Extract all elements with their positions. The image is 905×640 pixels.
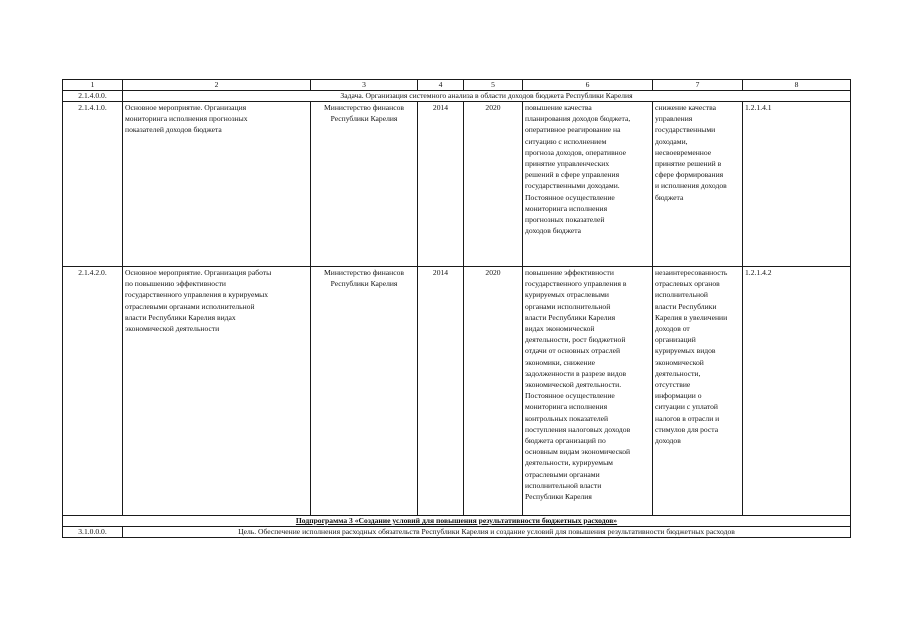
col-header-2: 2 [123,80,311,91]
measure-consequences: снижение качества управления государственными доходами, несвоевременное принятие решений в сфере формирования и исполнения доходов бюджета [653,102,743,267]
col-header-5: 5 [464,80,523,91]
col-header-3: 3 [311,80,418,91]
measure-name: Основное мероприятие. Организация мониторинга исполнения прогнозных показателей доходов бюджета [123,102,311,267]
table-row [63,102,851,267]
task-row [63,91,851,102]
measure-code: 2.1.4.2.0. [63,267,123,516]
subprogram-row [63,516,851,527]
task-code: 2.1.4.0.0. [63,91,123,102]
col-header-7: 7 [653,80,743,91]
col-header-1: 1 [63,80,123,91]
measure-indicator: 1.2.1.4.1 [743,102,851,267]
col-header-6: 6 [523,80,653,91]
goal-code: 3.1.0.0.0. [63,527,123,538]
measure-code: 2.1.4.1.0. [63,102,123,267]
measure-expected-result: повышение эффективности государственного управления в курируемых отраслевыми органами исполнительной власти Республики Карелия видах экономической деятельности, рост бюджетной отдачи от основных отраслей экономики, снижение задолженности в разрезе видов экономической деятельности. Постоянное осуществление мониторинга исполнения контрольных показателей поступления налоговых доходов бюджета организаций по основным видам экономической деятельности, курируемым отраслевыми органами исполнительной власти Республики Карелия [523,267,653,516]
subprogram-title: Подпрограмма 3 «Создание условий для повышения результативности бюджетных расходов» [63,516,851,527]
column-number-row [63,80,851,91]
measure-end-year: 2020 [464,267,523,516]
measure-indicator: 1.2.1.4.2 [743,267,851,516]
program-measures-table [62,79,851,538]
col-header-4: 4 [418,80,464,91]
col-header-8: 8 [743,80,851,91]
measure-executor: Министерство финансов Республики Карелия [311,267,418,516]
measure-executor: Министерство финансов Республики Карелия [311,102,418,267]
measure-name: Основное мероприятие. Организация работы по повышению эффективности государственного управления в курируемых отраслевыми органами исполнительной власти Республики Карелия видах экономической деятельности [123,267,311,516]
measure-consequences: незаинтересованность отраслевых органов исполнительной власти Республики Карелия в увеличении доходов от организаций курируемых видов экономической деятельности, отсутствие информации о ситуации с уплатой налогов в отрасли и стимулов для роста доходов [653,267,743,516]
table-row [63,267,851,516]
goal-text: Цель. Обеспечение исполнения расходных обязательств Республики Карелия и создание условий для повышения результативности бюджетных расходов [123,527,851,538]
task-text: Задача. Организация системного анализа в области доходов бюджета Республики Карелия [123,91,851,102]
measure-start-year: 2014 [418,267,464,516]
measure-start-year: 2014 [418,102,464,267]
measure-end-year: 2020 [464,102,523,267]
measure-expected-result: повышение качества планирования доходов бюджета, оперативное реагирование на ситуацию с исполнением прогноза доходов, оперативное принятие управленческих решений в сфере управления государственными доходами. Постоянное осуществление мониторинга исполнения прогнозных показателей доходов бюджета [523,102,653,267]
goal-row [63,527,851,538]
